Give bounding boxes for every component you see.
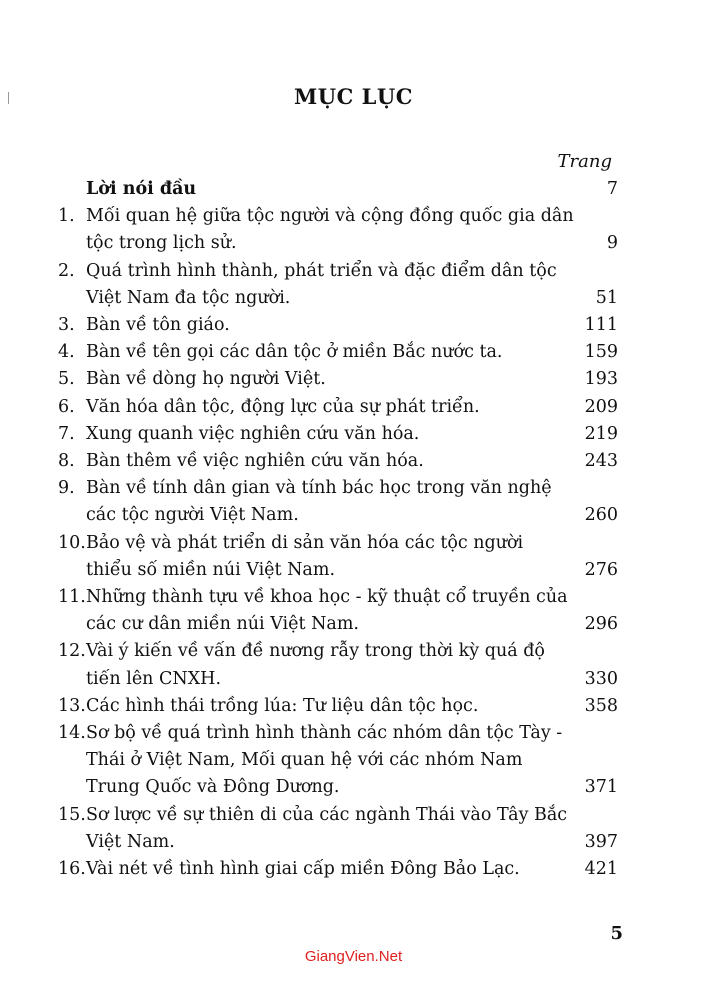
toc-entry-title-line: tộc trong lịch sử. [86, 233, 237, 254]
toc-entry [58, 258, 618, 312]
toc-entry-page: 9 [606, 233, 618, 254]
toc-entry-title [86, 475, 618, 529]
toc-entry [58, 856, 618, 883]
toc-entry [58, 339, 618, 366]
toc-entry-title [86, 312, 618, 339]
toc-entry [58, 693, 618, 720]
toc-entry-number: 15. [58, 804, 86, 825]
toc-entry-title [86, 203, 618, 257]
toc-entry [58, 802, 618, 856]
toc-entry-title-line: các tộc người Việt Nam. [86, 505, 299, 526]
toc-intro-label: Lời nói đầu [86, 179, 197, 199]
toc-entry-number: 6. [58, 396, 75, 417]
page-column-label: Trang [557, 151, 612, 172]
toc-entry-title-line: Sơ lược về sự thiên di của các ngành Thái vào Tây Bắc [86, 804, 568, 825]
toc-entry-number: 7. [58, 423, 75, 444]
toc-entry-number: 2. [58, 260, 75, 281]
toc-entry-title-line: Trung Quốc và Đông Dương. [86, 777, 340, 798]
toc-entry-page: 159 [584, 342, 618, 363]
toc-entry-page: 111 [584, 315, 618, 336]
toc-entry-title [86, 638, 618, 692]
toc-entry [58, 530, 618, 584]
toc-entry-title [86, 339, 618, 366]
toc-entry-number: 16. [58, 859, 86, 880]
toc-entry-page: 219 [584, 423, 618, 444]
toc-entry-title-line: Bàn về tính dân gian và tính bác học trong văn nghệ [86, 478, 552, 499]
table-of-contents [58, 176, 618, 883]
toc-entry-page: 193 [584, 369, 618, 390]
toc-entry-title-line: các cư dân miền núi Việt Nam. [86, 614, 359, 635]
toc-entry-page: 260 [584, 505, 618, 526]
toc-entry-page: 276 [584, 559, 618, 580]
toc-entry-number: 8. [58, 451, 75, 472]
toc-entry-title [86, 366, 618, 393]
toc-entry-title [86, 584, 618, 638]
toc-entry-page: 358 [584, 695, 618, 716]
toc-entry-number: 11. [58, 587, 86, 608]
toc-entry-title [86, 802, 618, 856]
toc-entry-number: 5. [58, 369, 75, 390]
watermark: GiangVien.Net [304, 948, 403, 965]
toc-entry-title-line: Mối quan hệ giữa tộc người và cộng đồng quốc gia dân [86, 206, 574, 227]
toc-entry-number: 1. [58, 206, 75, 227]
toc-entry-title [86, 258, 618, 312]
toc-entry-page: 51 [595, 287, 618, 308]
toc-entry [58, 203, 618, 257]
toc-entry-page: 330 [584, 668, 618, 689]
toc-entry-title [86, 720, 618, 802]
toc-entry [58, 421, 618, 448]
toc-entry-page: 397 [584, 831, 618, 852]
toc-entry-title-line: tiến lên CNXH. [86, 668, 222, 689]
toc-entry-number: 10. [58, 532, 86, 553]
toc-entry [58, 584, 618, 638]
toc-entry [58, 312, 618, 339]
toc-entry-number: 9. [58, 478, 75, 499]
toc-entry-title-line: Các hình thái trồng lúa: Tư liệu dân tộc học. [86, 695, 479, 716]
toc-entry-title-line: Thái ở Việt Nam, Mối quan hệ với các nhóm Nam [86, 750, 523, 771]
toc-entry-title-line: Việt Nam. [86, 831, 175, 852]
toc-entry-title-line: Văn hóa dân tộc, động lực của sự phát triển. [86, 396, 480, 417]
toc-entry-title-line: Vài ý kiến về vấn đề nương rẫy trong thời kỳ quá độ [86, 641, 545, 662]
toc-entry-title-line: Vài nét về tình hình giai cấp miền Đông Bảo Lạc. [86, 859, 520, 880]
toc-entry [58, 638, 618, 692]
toc-entry-title-line: Sơ bộ về quá trình hình thành các nhóm dân tộc Tày - [86, 723, 563, 744]
toc-entry-title-line: Việt Nam đa tộc người. [86, 287, 291, 308]
toc-entry [58, 394, 618, 421]
toc-entry-title-line: Bàn về dòng họ người Việt. [86, 369, 326, 390]
toc-entry-page: 296 [584, 614, 618, 635]
toc-entry-page: 371 [584, 777, 618, 798]
toc-entry-page: 209 [584, 396, 618, 417]
toc-intro-page: 7 [606, 179, 618, 199]
page-title: MỤC LỤC [294, 84, 413, 109]
toc-entry-title [86, 693, 618, 720]
toc-entry [58, 448, 618, 475]
toc-intro-row [58, 176, 618, 203]
toc-entry-title-line: Bảo vệ và phát triển di sản văn hóa các tộc người [86, 532, 524, 553]
toc-entry-title [86, 421, 618, 448]
toc-entry-title-line: Bàn về tên gọi các dân tộc ở miền Bắc nước ta. [86, 342, 503, 363]
toc-entry-title-line: Những thành tựu về khoa học - kỹ thuật cổ truyền của [86, 587, 568, 608]
toc-entry-number: 13. [58, 695, 86, 716]
toc-entry-title-line: thiểu số miền núi Việt Nam. [86, 559, 336, 580]
toc-entry [58, 720, 618, 802]
toc-entry-title [86, 530, 618, 584]
toc-entry-title [86, 856, 618, 883]
toc-entry-title [86, 394, 618, 421]
toc-entry-title-line: Xung quanh việc nghiên cứu văn hóa. [86, 423, 420, 444]
toc-entry-number: 12. [58, 641, 86, 662]
toc-entry-page: 243 [584, 451, 618, 472]
toc-entry-number: 4. [58, 342, 75, 363]
toc-entry [58, 475, 618, 529]
toc-entry-title-line: Bàn về tôn giáo. [86, 315, 230, 336]
toc-entry-page: 421 [584, 859, 618, 880]
toc-entry-title [86, 448, 618, 475]
toc-entry [58, 366, 618, 393]
page-number: 5 [610, 923, 623, 944]
toc-entry-title-line: Bàn thêm về việc nghiên cứu văn hóa. [86, 451, 424, 472]
toc-entry-number: 3. [58, 315, 75, 336]
toc-entry-number: 14. [58, 723, 86, 744]
toc-entry-title-line: Quá trình hình thành, phát triển và đặc điểm dân tộc [86, 260, 557, 281]
